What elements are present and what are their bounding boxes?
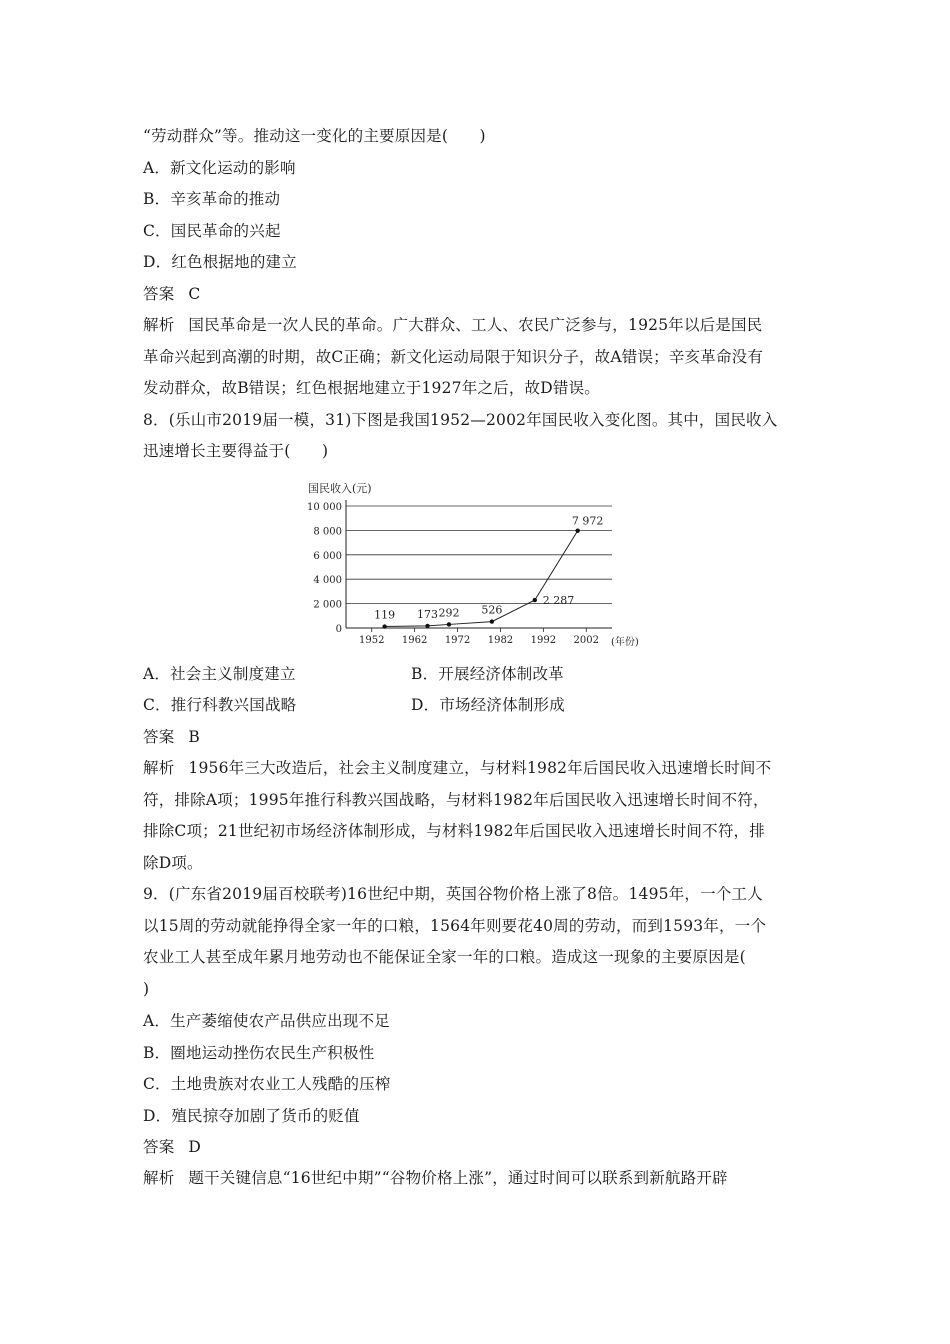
y-tick-10000: 10 000: [307, 502, 342, 513]
q9-stem-4: ): [143, 980, 150, 998]
q7-option-c: C．国民革命的兴起: [143, 222, 281, 240]
q8-option-c: C．推行科教兴国战略: [143, 696, 297, 714]
q8-option-b: B．开展经济体制改革: [411, 665, 564, 683]
national-income-chart: [290, 478, 650, 650]
answer-value: C: [188, 285, 201, 303]
q7-stem-tail: “劳动群众”等。推动这一变化的主要原因是( ): [143, 127, 486, 145]
y-tick-4000: 4 000: [313, 575, 342, 587]
answer-value: B: [188, 728, 200, 746]
q8-option-d: D．市场经济体制形成: [411, 696, 565, 714]
q9-answer: [143, 1137, 201, 1157]
explanation-text: 题干关键信息“16世纪中期”“谷物价格上涨”，通过时间可以联系到新航路开辟: [188, 1169, 728, 1187]
explanation-label: 解析: [143, 759, 175, 777]
x-axis-label: (年份): [611, 637, 639, 648]
data-point-1955: [382, 624, 386, 628]
y-tick-8000: 8 000: [313, 526, 342, 538]
explanation-text: 1956年三大改造后，社会主义制度建立，与材料1982年后国民收入迅速增长时间不: [188, 759, 772, 777]
x-tick-labels: [359, 635, 599, 646]
x-tick-1972: 1972: [444, 635, 471, 646]
q9-stem-2: 以15周的劳动就能挣得全家一年的口粮，1564年则要花40周的劳动，而到1593年，一个: [143, 917, 767, 935]
x-tick-2002: 2002: [573, 635, 599, 646]
x-tick-1992: 1992: [530, 635, 557, 646]
q9-stem-1: 9．(广东省2019届百校联考)16世纪中期，英国谷物价格上涨了8倍。1495年，一个工人: [143, 885, 763, 903]
y-tick-2000: 2 000: [313, 599, 342, 611]
data-point-1990: [533, 598, 537, 602]
answer-value: D: [188, 1138, 202, 1156]
q8-answer: [143, 727, 200, 747]
q9-explanation-1: [143, 1168, 728, 1188]
data-label-1990: 2 287: [542, 594, 575, 608]
data-label-2000: 7 972: [571, 514, 604, 528]
data-point-1980: [490, 619, 494, 623]
q7-option-d: D．红色根据地的建立: [143, 253, 297, 271]
y-tick-6000: 6 000: [313, 550, 342, 562]
y-tick-labels: [307, 502, 342, 635]
q8-explanation-2: 符，排除A项；1995年推行科教兴国战略，与材料1982年后国民收入迅速增长时间不符，: [143, 791, 769, 809]
q9-option-c: C．土地贵族对农业工人残酷的压榨: [143, 1075, 391, 1093]
q8-explanation-4: 除D项。: [143, 854, 203, 872]
income-series: [374, 515, 603, 629]
data-label-1970: 292: [438, 606, 460, 620]
x-tick-1952: 1952: [359, 635, 385, 646]
explanation-label: 解析: [143, 316, 175, 334]
answer-label: 答案: [143, 728, 175, 746]
x-tick-1982: 1982: [487, 635, 514, 646]
q7-explanation-2: 革命兴起到高潮的时期，故C正确；新文化运动局限于知识分子，故A错误；辛亥革命没有: [143, 348, 764, 366]
answer-label: 答案: [143, 1138, 175, 1156]
q8-option-a: A．社会主义制度建立: [143, 665, 296, 683]
q7-explanation-3: 发动群众，故B错误；红色根据地建立于1927年之后，故D错误。: [143, 379, 600, 397]
q9-option-d: D．殖民掠夺加剧了货币的贬值: [143, 1107, 360, 1125]
x-tick-1962: 1962: [401, 635, 428, 646]
data-label-1955: 119: [374, 608, 396, 622]
q7-answer: [143, 284, 200, 304]
q8-explanation-1: [143, 758, 771, 778]
y-axis-label: 国民收入(元): [308, 482, 372, 495]
data-point-2000: [575, 529, 579, 533]
q9-option-b: B．圈地运动挫伤农民生产积极性: [143, 1044, 375, 1062]
data-point-1965: [425, 624, 429, 628]
q8-stem-1: 8．(乐山市2019届一模，31)下图是我国1952—2002年国民收入变化图。其中，国民收入: [143, 411, 778, 429]
data-label-1980: 526: [481, 603, 503, 617]
q7-explanation-1: [143, 315, 762, 335]
q7-option-a: A．新文化运动的影响: [143, 159, 296, 177]
q8-explanation-3: 排除C项；21世纪初市场经济体制形成，与材料1982年后国民收入迅速增长时间不符，排: [143, 822, 765, 840]
explanation-label: 解析: [143, 1169, 175, 1187]
answer-label: 答案: [143, 285, 175, 303]
data-point-1970: [447, 622, 451, 626]
data-label-1965: 173: [417, 607, 439, 621]
q8-stem-2: 迅速增长主要得益于( ): [143, 442, 329, 460]
q9-option-a: A．生产萎缩使农产品供应出现不足: [143, 1012, 390, 1030]
explanation-text: 国民革命是一次人民的革命。广大群众、工人、农民广泛参与，1925年以后是国民: [188, 316, 763, 334]
y-tick-0: 0: [335, 624, 342, 635]
q9-stem-3: 农业工人甚至成年累月地劳动也不能保证全家一年的口粮。造成这一现象的主要原因是(: [143, 948, 746, 966]
q7-option-b: B．辛亥革命的推动: [143, 190, 281, 208]
